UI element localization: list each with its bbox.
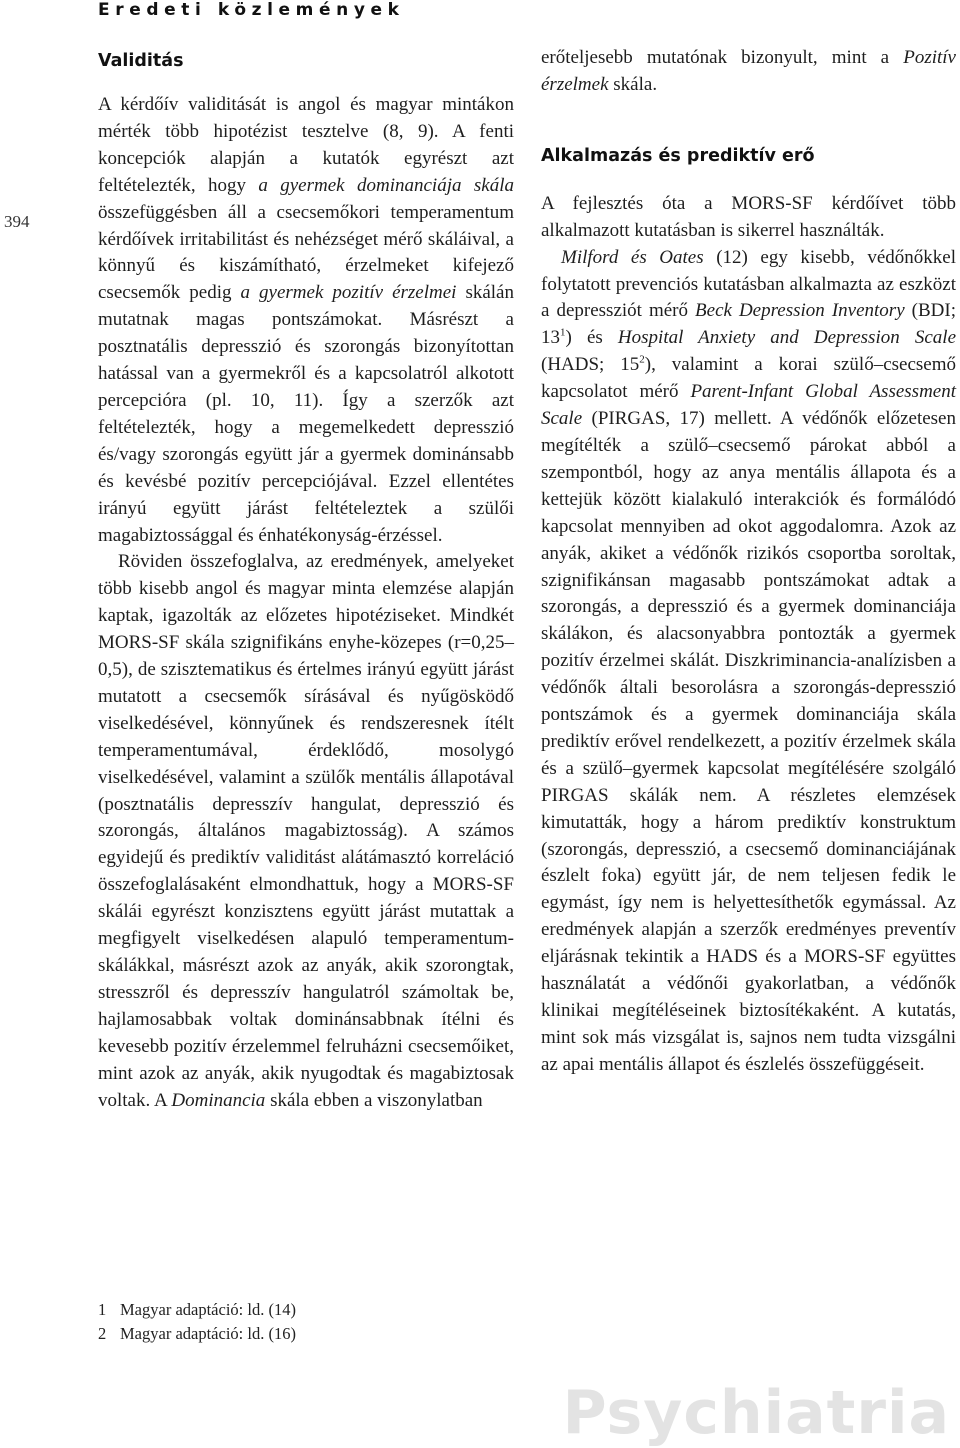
footnote-1: 1 Magyar adaptáció: ld. (14)	[98, 1300, 296, 1319]
page-number: 394	[4, 212, 30, 231]
section-heading-application: Alkalmazás és prediktív erő	[541, 145, 815, 166]
paragraph-validity-2: Röviden összefoglalva, az eredmények, amelyeket több kisebb angol és magyar minta elemzése alapján kaptak, igazolták az előzetes hipotéziseket. Mindkét MORS-SF skála szignifikáns enyhe-közepes (r=0,25–0,5), de szisztematikus és értelmes irányú együtt járást mutatott a csecsemők sírásával és nyűgösködő viselkedésével, könnyűnek és rendszeresnek ítélt temperamentumával, érdeklődő, mosolygó viselkedésével, valamint a szülők mentális állapotával (posztnatális depresszív hangulat, depresszió és szorongás, általános magabiztosság). A számos egyidejű és prediktív validitást alátámasztó korreláció összefoglalásaként elmondhattuk, hogy a MORS-SF skálái egyrészt konzisztens együtt járást mutattak a megfigyelt viselkedésen alapuló temperamentum-skálákkal, másrészt azok az anyák, akik szorongtak, stresszről és depresszív hangulatról számoltak be, hajlamosabbak voltak dominánsabbnak ítélni és kevesebb pozitív érzelemmel felruházni csecsemőiket, mint azok az anyák, akik nyugodtak és magabiztosak voltak. A Dominancia skála ebben a viszonylatban	[98, 551, 514, 1111]
left-column	[98, 48, 514, 1114]
footnote-ref-1: 1	[560, 327, 566, 340]
paragraph-continuation: erőteljesebb mutatónak bizonyult, mint a Pozitív érzelmek skála.	[541, 47, 956, 95]
paragraph-application-2: Milford és Oates (12) egy kisebb, védőnőkkel folytatott prevenciós kutatásban alkalmazta az eszközt a depressziót mérő Beck Depression Inventory (BDI; $13^1$) és Hospital Anxiety and Depression Scale (HADS; $15^2$), valamint a korai szülő–csecsemő kapcsolatot mérő Parent-Infant Global Assessment Scale (PIRGAS, 17) mellett. A védőnők előzetesen megítélték a szülő–csecsemő párokat abból a szempontból, hogy az anya mentális állapota és a kettejük között kialakuló interakciók és formálódó kapcsolat mennyiben ad okot aggodalomra. Azok az anyák, akiket a védőnők rizikós csoportba soroltak, szignifikánsan magasabb pontszámokat adtak a szorongás, a depresszió és a gyermek dominanciája skálákon, és alacsonyabbra pontozták a gyermek pozitív érzelmei skálát. Diszkriminancia-analízisben a védőnők általi besorolásra a szorongás-depresszió pontszámok és a gyermek dominanciája skála prediktív erővel rendelkezett, a pozitív érzelmek skála és a szülő–gyermek kapcsolat megítélésére szolgáló PIRGAS skálák nem. A részletes elemzések kimutatták, hogy a három prediktív konstruktum (szorongás, depresszió, a csecsemő dominanciájának észlelt foka) együtt jár, de nem teljesen fedik le egymást, így nem is helyettesíthetők egymással. Az eredmények alapján a szerzők eredményes preventív eljárásnak tekintik a HADS és a MORS-SF együttes használatát a védőnői gyakorlatban, a védőnők klinikai megítéléseinek biztosítékaként. A kutatás, mint sok más vizsgálat is, sajnos nem tudta vizsgálni az apai mentális állapot és észlelés összefüggéseit.	[541, 246, 957, 1075]
footnote-ref-2: 2	[639, 353, 645, 366]
section-heading-validity: Validitás	[98, 51, 184, 71]
right-column	[541, 45, 956, 1079]
section-header: Eredeti közlemények	[98, 0, 405, 20]
paragraph-application-1: A fejlesztés óta a MORS-SF kérdőívet több alkalmazott kutatásban is sikerrel használták.	[541, 192, 956, 241]
footnote-2: 2 Magyar adaptáció: ld. (16)	[98, 1323, 296, 1343]
footnotes	[98, 1298, 296, 1345]
paragraph-validity-1: A kérdőív validitását is angol és magyar mintákon mérték több hipotézist tesztelve (8, 9). A fenti koncepciók alapján a kutatók egyrészt azt feltételezték, hogy a gyermek dominanciája skála összefüggésben áll a csecsemőkori temperamentum kérdőívek irritabilitást és nehézséget mérő skáláival, a könnyű és kiszámítható, érzelmeket kifejező csecsemők pedig a gyermek pozitív érzelmei skálán mutatnak magas pontszámokat. Másrészt a posztnatális depresszió és szorongás bizonyítottan hatással van a gyermekről és a kapcsolatról alkotott percepcióra (pl. 10, 11). Így a szerzők azt feltételezték, hogy a megemelkedett depresszió és/vagy szorongás együtt jár a gyermek dominánsabb és kevésbé pozitív percepciójával. Ezzel ellentétes irányú együtt járást feltételeztek a szülői magabiztossággal és énhatékonyság-érzéssel.	[98, 94, 514, 546]
journal-logo: Psychiatria	[562, 1378, 950, 1448]
